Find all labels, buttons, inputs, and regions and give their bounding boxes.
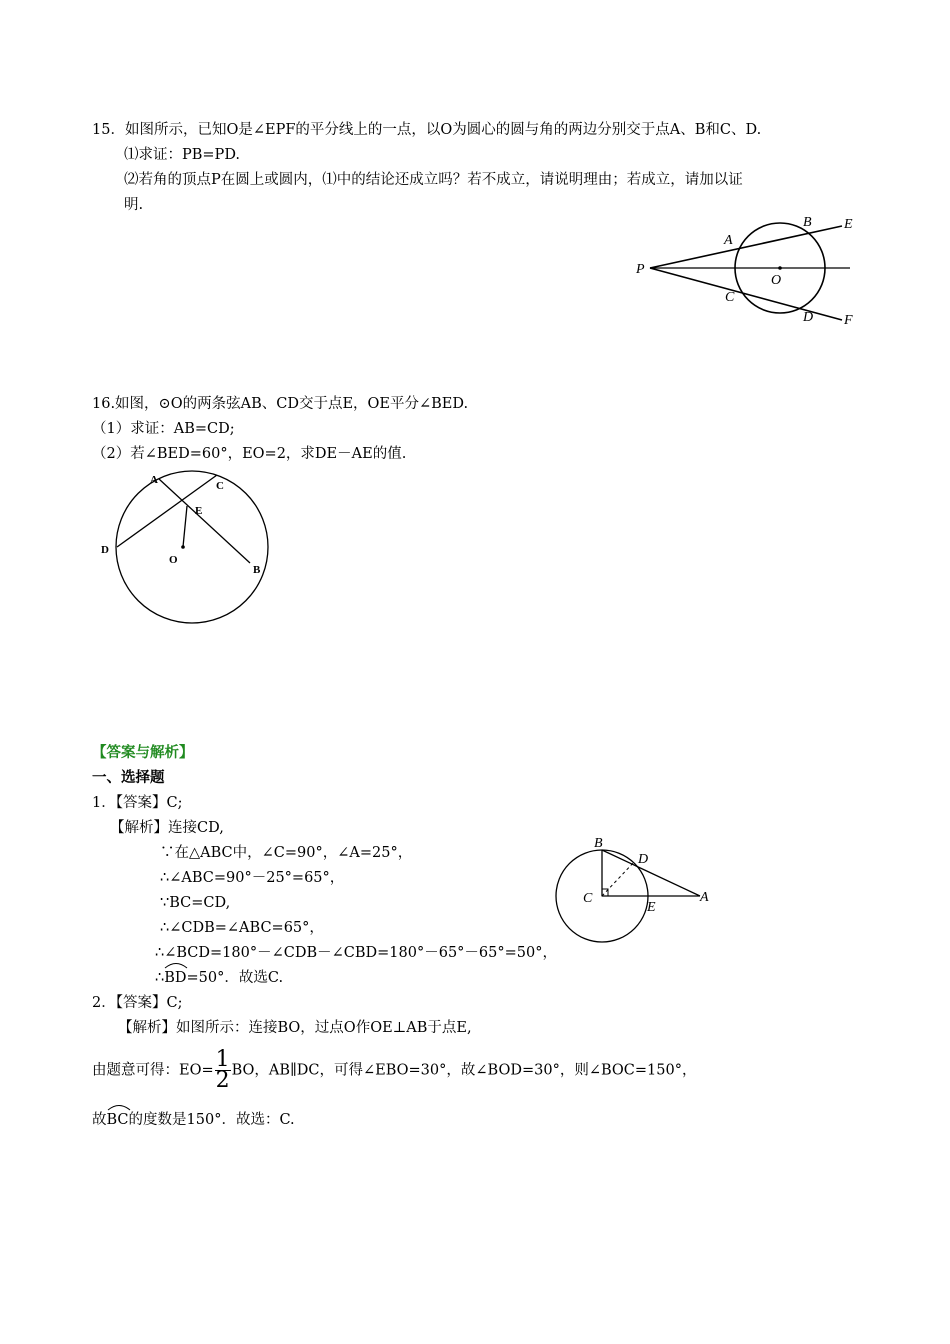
a1-step1: ∵在△ABC中，∠C=90°，∠A=25°， bbox=[160, 845, 413, 861]
q16-label-c: C bbox=[216, 480, 224, 492]
q16-part2: （2）若∠BED=60°，EO=2，求DE－AE的值. bbox=[92, 446, 407, 462]
a1-label-b: B bbox=[594, 836, 603, 851]
a2-line2-prefix: 故 bbox=[92, 1112, 107, 1128]
answers-heading: 【答案与解析】 bbox=[92, 745, 194, 761]
q15-figure bbox=[630, 210, 870, 335]
q16-stem: 16.如图，⊙O的两条弦AB、CD交于点E，OE平分∠BED. bbox=[92, 396, 469, 412]
q15-label-p: P bbox=[636, 262, 645, 277]
a1-arc-bd-label: BD bbox=[164, 970, 187, 986]
q15-center-dot bbox=[778, 266, 782, 270]
a2-arc-bc-label: BC bbox=[106, 1112, 129, 1128]
q16-label-b: B bbox=[253, 564, 261, 576]
fraction-denominator: 2 bbox=[215, 1068, 230, 1093]
q16-segment-oe bbox=[183, 506, 187, 547]
a1-step6 bbox=[155, 968, 283, 988]
q15-label-e: E bbox=[844, 217, 853, 232]
a2-line1-prefix: 由题意可得：EO= bbox=[92, 1062, 214, 1079]
q16-center-dot bbox=[181, 545, 185, 549]
q15-label-d: D bbox=[803, 310, 814, 325]
a2-line2 bbox=[92, 1110, 295, 1130]
a2-line2-suffix: 的度数是150°．故选：C. bbox=[128, 1112, 295, 1128]
q16-chord-ab bbox=[159, 479, 250, 563]
a1-answer: 1．【答案】C; bbox=[92, 795, 183, 811]
a1-step4: ∴∠CDB=∠ABC=65°， bbox=[160, 920, 324, 936]
q15-part2b: 明. bbox=[124, 197, 144, 213]
a1-label-c: C bbox=[583, 891, 593, 906]
a1-figure bbox=[550, 830, 720, 945]
fraction-one-half bbox=[215, 1047, 231, 1093]
q15-ray-pe bbox=[650, 226, 842, 268]
a1-label-a: A bbox=[700, 890, 709, 905]
a1-segment-ba bbox=[602, 850, 700, 896]
a1-step6-prefix: ∴ bbox=[155, 970, 165, 986]
a1-step5: ∴∠BCD=180°－∠CDB－∠CBD=180°－65°－65°=50°， bbox=[155, 945, 557, 961]
q15-label-c: C bbox=[725, 290, 735, 305]
q16-part1: （1）求证：AB=CD; bbox=[92, 421, 235, 437]
q16-label-o: O bbox=[169, 554, 178, 566]
a1-segment-cd-dashed bbox=[602, 861, 635, 896]
q16-label-e: E bbox=[195, 505, 203, 517]
q16-figure bbox=[95, 470, 275, 620]
a1-step3: ∵BC=CD, bbox=[160, 895, 231, 911]
a1-step6-suffix: =50°．故选C. bbox=[186, 970, 284, 986]
section-choice: 一、选择题 bbox=[92, 770, 165, 786]
q16-label-d: D bbox=[101, 544, 109, 556]
arc-mark-icon bbox=[164, 961, 188, 969]
a2-arc-bc bbox=[107, 1110, 129, 1130]
a2-line1 bbox=[92, 1047, 697, 1093]
q15-ray-pf bbox=[650, 268, 842, 320]
a1-label-d: D bbox=[638, 852, 649, 867]
q15-label-a: A bbox=[724, 233, 733, 248]
a1-arc-bd bbox=[164, 968, 186, 988]
q15-label-f: F bbox=[844, 313, 853, 328]
a2-analysis: 【解析】如图所示：连接BO，过点O作OE⊥AB于点E, bbox=[118, 1020, 472, 1036]
q15-stem: 15．如图所示，已知O是∠EPF的平分线上的一点，以O为圆心的圆与角的两边分别交于点A、B和C、D. bbox=[92, 122, 762, 138]
a1-label-e: E bbox=[647, 900, 656, 915]
q15-part1: ⑴求证：PB=PD. bbox=[124, 147, 241, 163]
a1-analysis: 【解析】连接CD, bbox=[110, 820, 224, 836]
q15-label-b: B bbox=[803, 215, 812, 230]
q15-part2a: ⑵若角的顶点P在圆上或圆内，⑴中的结论还成立吗？若不成立，请说明理由；若成立，请加以证 bbox=[124, 172, 743, 188]
a2-answer: 2．【答案】C; bbox=[92, 995, 183, 1011]
arc-mark-icon bbox=[107, 1103, 131, 1111]
a2-line1-suffix: BO，AB∥DC，可得∠EBO=30°，故∠BOD=30°，则∠BOC=150°， bbox=[231, 1062, 697, 1079]
q16-label-a: A bbox=[150, 474, 158, 486]
a1-step2: ∴∠ABC=90°－25°=65°， bbox=[160, 870, 345, 886]
q15-label-o: O bbox=[771, 273, 782, 288]
fraction-numerator: 1 bbox=[215, 1047, 230, 1072]
